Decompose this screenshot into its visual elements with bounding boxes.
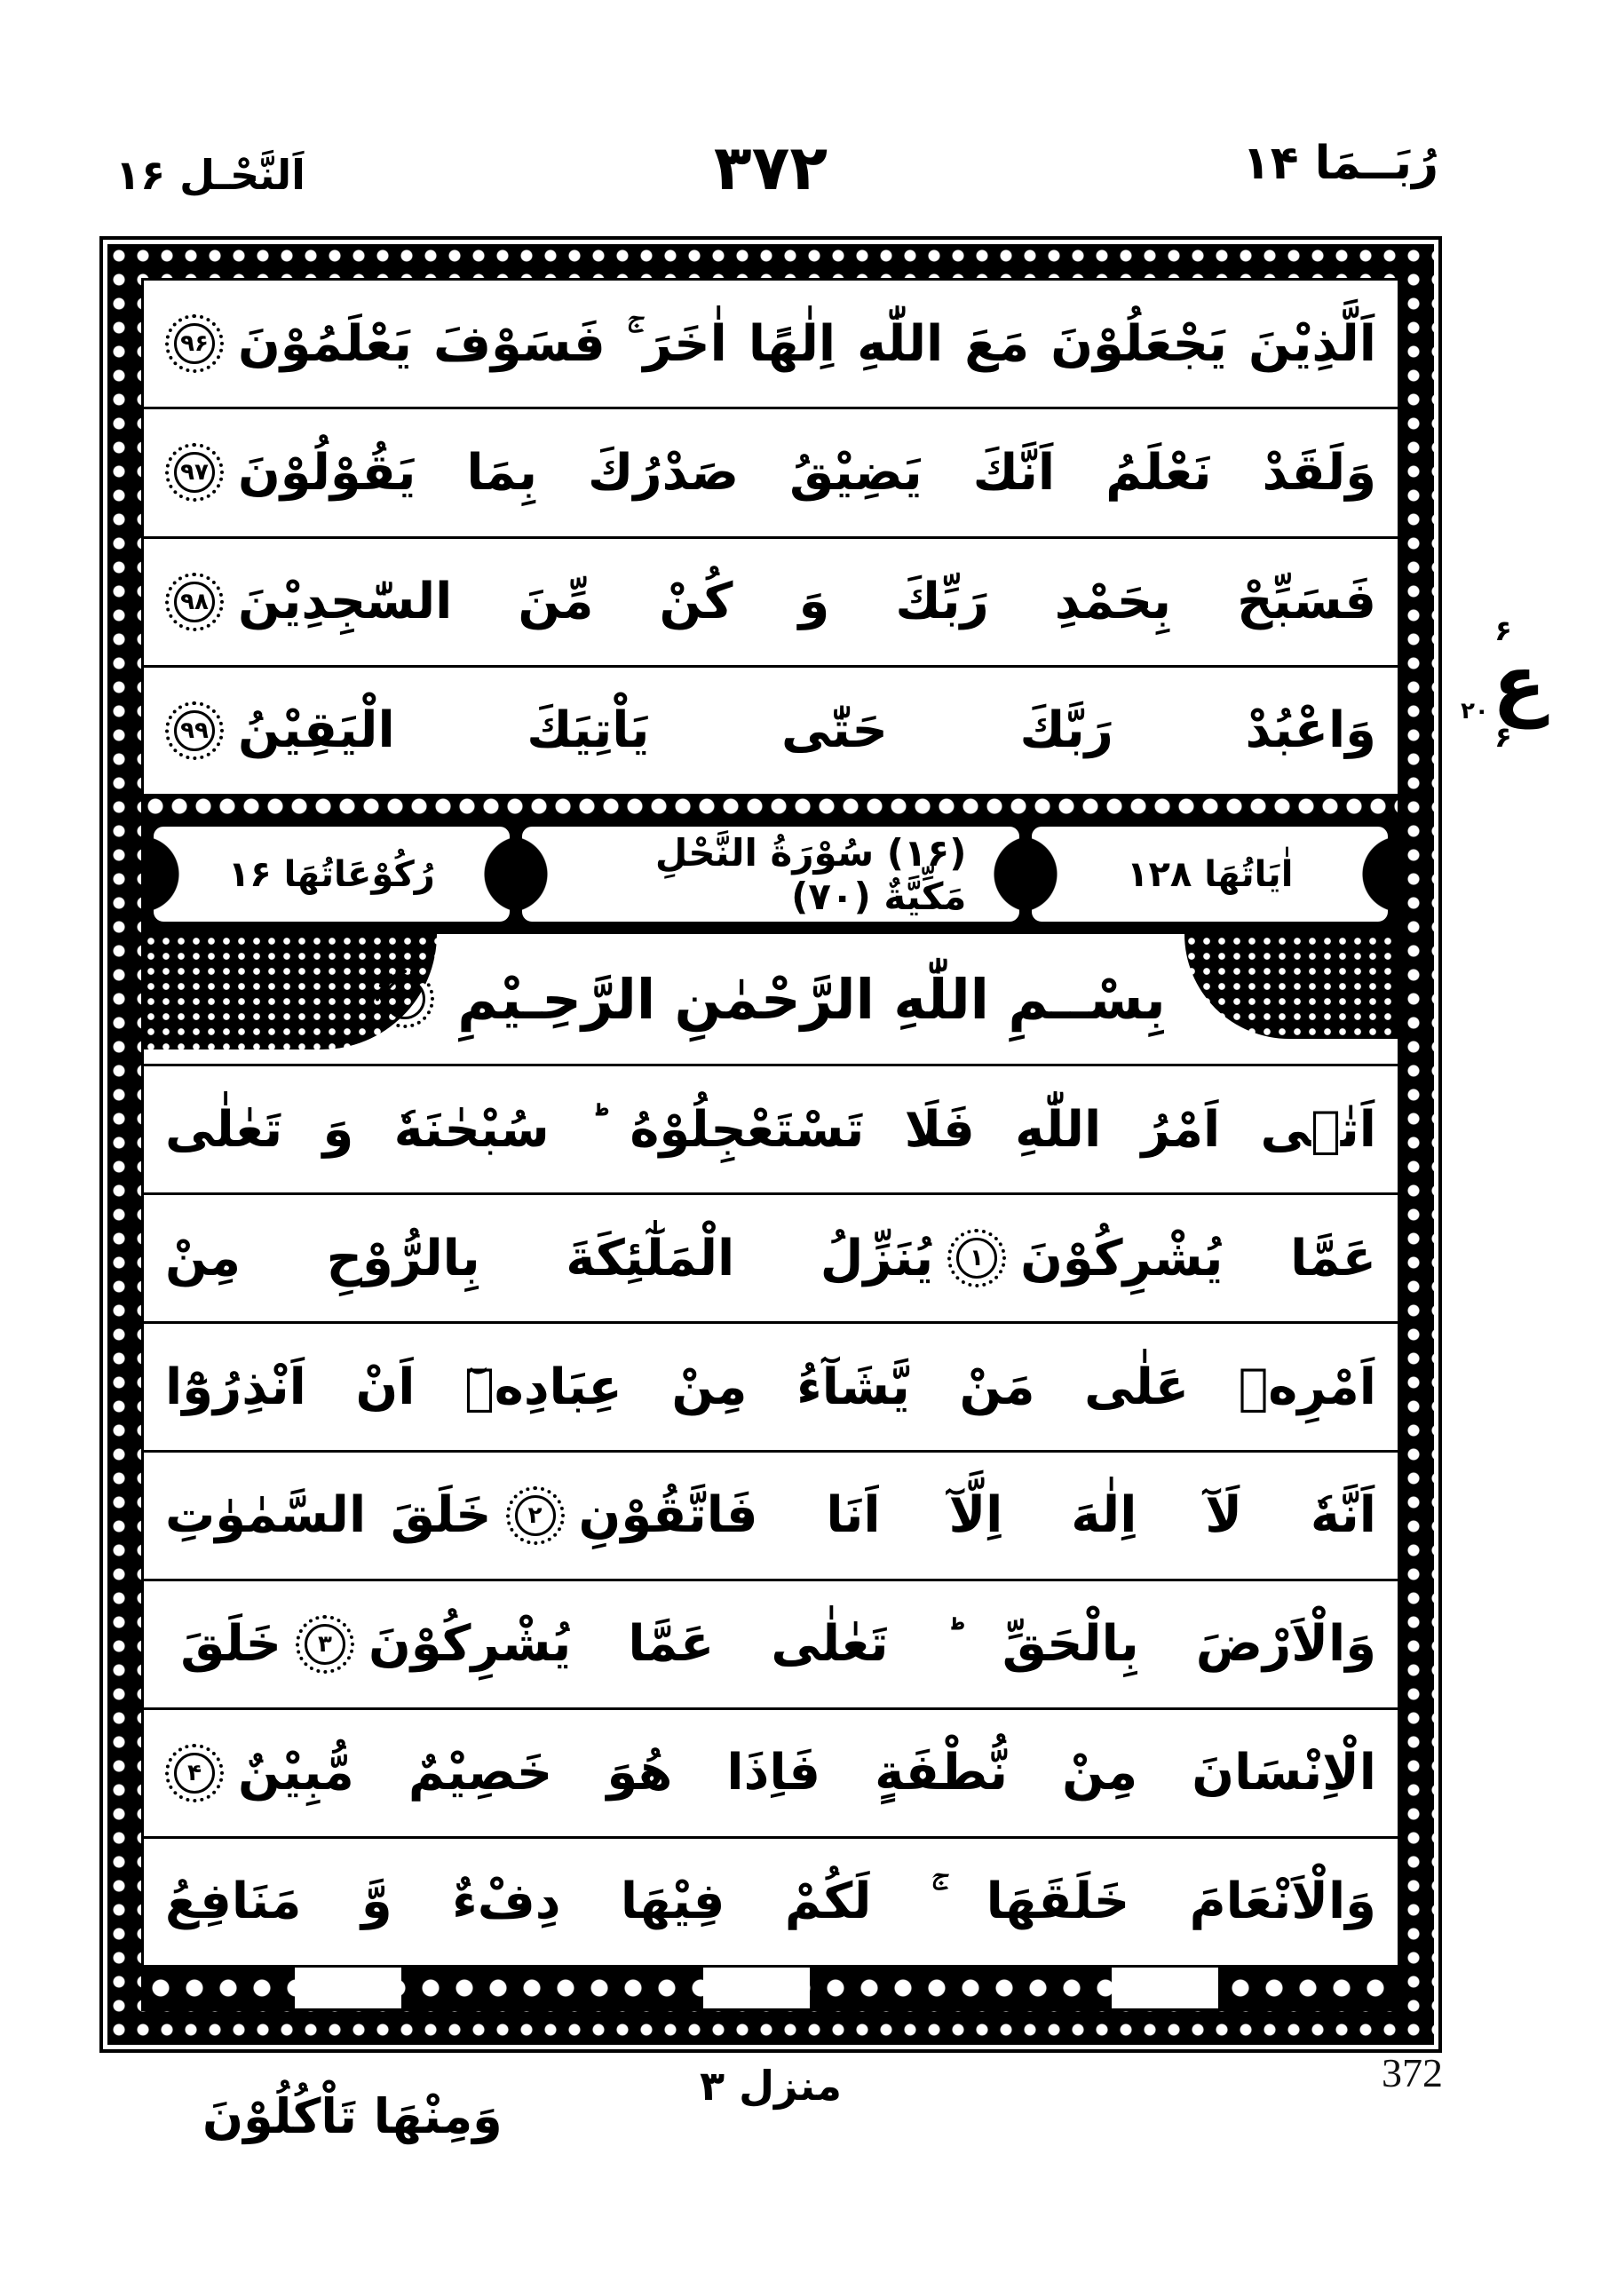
- rukuat-count-cartouche: [151, 824, 512, 924]
- header-juz-label: رُبَــمَا ۱۴: [1242, 137, 1438, 190]
- page-header: [99, 131, 1442, 229]
- text-area: [141, 278, 1400, 2011]
- ayat-count-cartouche: [1029, 824, 1390, 924]
- verse-text: اَنَّهٗ لَآ اِلٰهَ اِلَّآ اَنَا فَاتَّقُوْنِ: [578, 1486, 1376, 1545]
- empty-rosette-ornament: [376, 970, 434, 1028]
- quran-line: [144, 1450, 1398, 1579]
- surah-title-cartouche: [519, 824, 1023, 924]
- header-page-number-arabic: ۳۷۲: [713, 131, 828, 204]
- quran-line: [144, 665, 1398, 794]
- verse-number: ۹۸: [174, 582, 215, 622]
- quran-line: [144, 1579, 1398, 1707]
- ornamental-frame: [99, 236, 1442, 2053]
- quran-line: [144, 536, 1398, 665]
- verse-end-rosette: [165, 573, 224, 631]
- verse-end-rosette: [165, 1744, 224, 1802]
- ain-letter: ع: [1492, 638, 1546, 729]
- verse-text: وَالْاَنْعَامَ خَلَقَهَا ۚ لَكُمْ فِيْهَا دِفْءٌ وَّ مَنَافِعُ: [165, 1873, 1376, 1931]
- verse-text: اَتٰۤى اَمْرُ اللّٰهِ فَلَا تَسْتَعْجِلُوْهُ ؕ سُبْحٰنَهٗ وَ تَعٰلٰى: [165, 1100, 1376, 1159]
- quran-line: [144, 1066, 1398, 1192]
- verse-number: ۱: [956, 1238, 997, 1279]
- verse-text: يُنَزِّلُ الْمَلٰٓئِكَةَ بِالرُّوْحِ مِنْ: [165, 1229, 934, 1287]
- verse-end-rosette: [165, 701, 224, 760]
- verse-end-rosette: [165, 314, 224, 373]
- quran-line: [144, 281, 1398, 407]
- verse-end-rosette: [165, 443, 224, 502]
- ruku-number-top: ۶: [1494, 614, 1512, 647]
- verse-number: ۴: [174, 1753, 215, 1794]
- ruku-margin-marker: [1454, 614, 1552, 754]
- quran-line: [144, 1321, 1398, 1450]
- verse-number: ۹۶: [174, 323, 215, 364]
- scroll-border-ornament: [144, 1965, 1398, 2008]
- ain-ruku-icon: [1461, 638, 1546, 729]
- verse-text: وَلَقَدْ نَعْلَمُ اَنَّكَ يَضِيْقُ صَدْرُكَ بِمَا يَقُوْلُوْنَ: [238, 443, 1376, 502]
- surah-hijr-verses: [144, 281, 1398, 794]
- surah-nahl-verses: [144, 1066, 1398, 1965]
- page-number: 372: [1382, 2050, 1443, 2095]
- chain-border-pattern: [107, 244, 1434, 2045]
- header-surah-label: اَلنَّحْـل ۱۶: [115, 151, 305, 199]
- verse-text: عَمَّا يُشْرِكُوْنَ: [1020, 1229, 1376, 1287]
- bismillah-text: بِسْــمِ اللّٰهِ الرَّحْمٰنِ الرَّحِـيْمِ: [457, 966, 1166, 1032]
- verse-end-rosette: [506, 1486, 565, 1545]
- bismillah-row: [144, 934, 1398, 1066]
- catchword: وَمِنْهَا تَاْكُلُوْنَ: [202, 2088, 503, 2144]
- verse-number: ۳: [305, 1624, 345, 1665]
- rukuat-count-label: رُكُوْعَاتُهَا ۱۶: [227, 853, 435, 895]
- arabesque-corner-ornament: [1184, 934, 1398, 1039]
- verse-number: ۹۹: [174, 710, 215, 751]
- quran-line: [144, 1192, 1398, 1321]
- verse-text: وَالْاَرْضَ بِالْحَقِّ ؕ تَعٰلٰى عَمَّا يُشْرِكُوْنَ: [368, 1615, 1376, 1674]
- ruku-number-bottom: ۶: [1494, 720, 1512, 754]
- surah-title-label: (۱۶) سُوْرَةُ النَّحْلِ مَكِّيَّةٌ (۷۰): [654, 830, 967, 918]
- verse-number: ۲: [515, 1495, 556, 1536]
- verse-text: خَلَقَ السَّمٰوٰتِ: [165, 1486, 492, 1545]
- verse-text: فَسَبِّحْ بِحَمْدِ رَبِّكَ وَ كُنْ مِّنَ السّٰجِدِيْنَ: [238, 573, 1376, 631]
- verse-end-rosette: [947, 1229, 1006, 1287]
- verse-number: ۹۷: [174, 452, 215, 493]
- quran-line: [144, 1707, 1398, 1836]
- verse-text: وَاعْبُدْ رَبَّكَ حَتّٰى يَاْتِيَكَ الْيَقِيْنُ: [238, 701, 1376, 760]
- quran-line: [144, 1836, 1398, 1965]
- ayat-count-label: اٰيَاتُهَا ۱۲۸: [1127, 853, 1294, 895]
- scallop-edge-ornament: [144, 794, 1398, 817]
- surah-title-band: [144, 817, 1398, 934]
- manzil-label: منزل ۳: [700, 2062, 842, 2110]
- verse-text: الْاِنْسَانَ مِنْ نُّطْفَةٍ فَاِذَا هُوَ خَصِيْمٌ مُّبِيْنٌ: [238, 1744, 1376, 1802]
- verse-text: اَمْرِهٖ عَلٰى مَنْ يَّشَآءُ مِنْ عِبَادِهٖٓ اَنْ اَنْذِرُوْٓا: [165, 1358, 1376, 1416]
- quran-line: [144, 407, 1398, 535]
- rosette-center: [384, 978, 425, 1019]
- verse-text: اَلَّذِيْنَ يَجْعَلُوْنَ مَعَ اللّٰهِ اِلٰهًا اٰخَرَ ۚ فَسَوْفَ يَعْلَمُوْنَ: [238, 314, 1376, 373]
- verse-end-rosette: [296, 1615, 354, 1674]
- verse-text: خَلَقَ: [180, 1615, 281, 1674]
- ruku-verse-count: ۲۰: [1461, 698, 1489, 725]
